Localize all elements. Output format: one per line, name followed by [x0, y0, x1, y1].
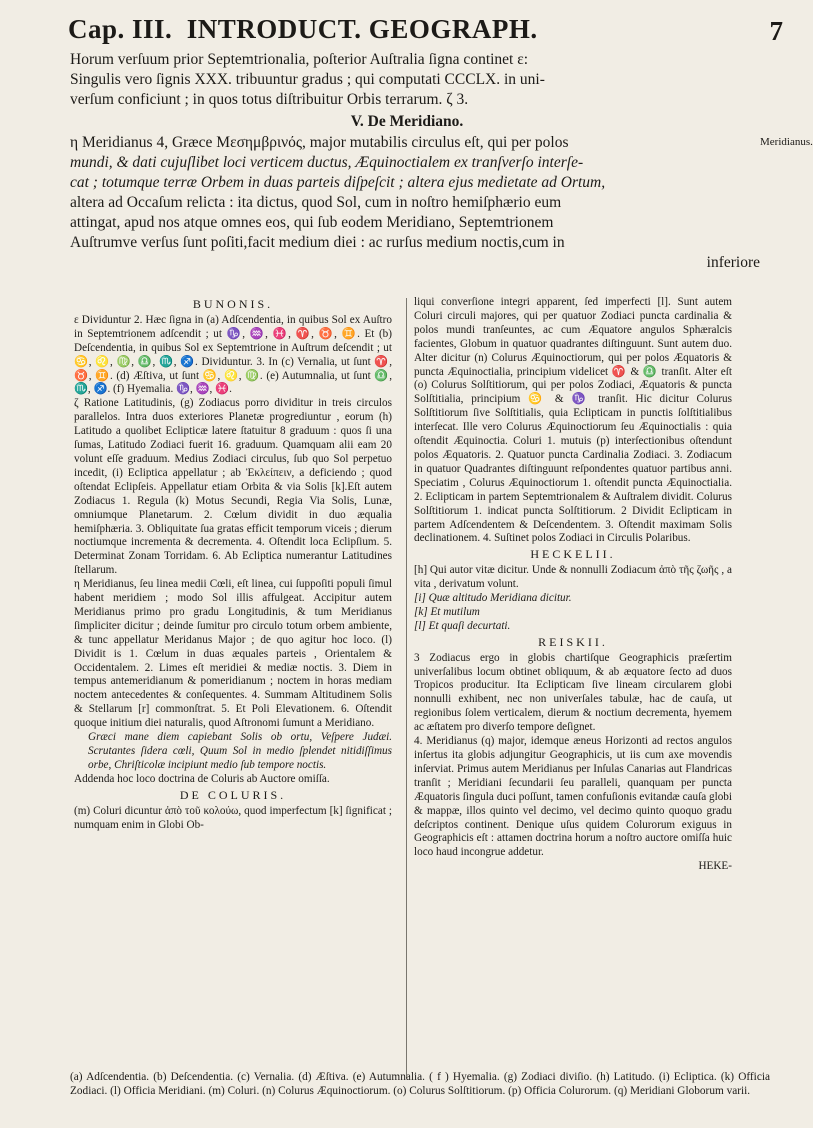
section-heading: V. De Meridiano. — [350, 113, 464, 130]
commentary-note: [i] Quæ altitudo Meridiana dicitur. — [414, 592, 572, 605]
commentary-paragraph: 3 Zodiacus ergo in globis chartiſque Geographicis præſertim univerſalibus locum obtinet obliquum, & ab æquatore ſecto ad duos Tropicos producitur. Ita Eclipticam ſive lineam circularem globi nonnulli exhibent, nec non univerſales tabulæ, hac de cauſa, ut regionibus ſolem verticalem, dierum & noctium decrementa, hyemem ac æſtatem pro diverſo tempore deſignet. — [414, 651, 732, 734]
page-number: 7 — [769, 16, 783, 46]
commentary-heading: DE COLURIS. — [179, 787, 287, 802]
commentary-paragraph: Addenda hoc loco doctrina de Coluris ab Auctore omiſſa. — [74, 772, 330, 785]
definition-line: η Meridianus 4, Græce Μεσημβρινός, major mutabilis circulus eſt, qui per polos — [70, 134, 569, 151]
commentary-heading: HECKELII. — [530, 547, 616, 562]
commentary-note: [l] Et quaſi decurtati. — [414, 619, 511, 632]
definition-paragraph — [70, 133, 760, 273]
definition-line: cat ; totumque terræ Orbem in duas parteis diſpeſcit ; altera ejus medietate ad Ortum, — [70, 174, 606, 191]
catchword-line: inferiore — [706, 254, 760, 271]
definition-line: attingat, apud nos atque omnes eos, qui ſub eodem Meridiano, Septemtrionem — [70, 214, 554, 231]
left-commentary-column — [74, 296, 392, 832]
commentary-paragraph: 4. Meridianus (q) major, idemque æneus Horizonti ad rectos angulos inſertus ita globis adjungitur Geographicis, ut iis cum axe movendis inſerviat. Primus autem Meridianus per Inſulas Canarias aut Flandricas tranſit ; Meridiani ſecundarii ſeu paralleli, quanquam per puncta Æquatoris ſingula duci poſſunt, tamen confuſionis evitandæ cauſa globi & mappæ, illos quinto vel decimo, vel decimo quinto quoquo gradu deſcriptos continent. Denique uſus quidem Colurorum exiguus in Geographicis eſt : attamen doctrina horum a noſtro auctore omiſſa huic loco haud incongrue addetur. — [414, 735, 732, 859]
running-header — [68, 14, 783, 48]
commentary-note: [h] Qui autor vitæ dicitur. Unde & nonnulli Zodiacum ἀπὸ τῆς ζωῆς , a vita , derivatum volunt. — [414, 564, 732, 591]
catchword: HEKE- — [698, 860, 732, 873]
commentary-paragraph: η Meridianus, ſeu linea medii Cœli, eſt linea, cui ſuppoſiti populi ſimul habent meridiem ; modo Sol illis affulgeat. Accipitur autem Meridianus primo pro gradu Longitudinis, & tum Meridianus ſimpliciter dicitur ; deinde ſumitur pro circulo totum orbem ambiente, & tunc appellatur Meridanus Major ; de quo agitur hoc loco. (l) Dividit is 1. Cœlum in duas æquales parteis , Orientalem & Occidentalem. 2. Limes eſt meridiei & mediæ noctis. 3. Diem in tempus antemeridianum & pomeridianum ; noctem in horas mediam noctem antecedentes & conſequentes. 4. Summam Altitudinem Solis & Stellarum [r] commonſtrat. 5. Et Poli Elevationem. 6. Oſtendit quoque initium diei naturalis, quod Aſtronomi ſumunt a Meridiano. — [74, 578, 392, 730]
marginal-footnotes: (a) Adſcendentia. (b) Deſcendentia. (c) Vernalia. (d) Æſtiva. (e) Autumnalia. ( f ) Hyemalia. (g) Zodiaci diviſio. (h) Latitudo. (i) Ecliptica. (k) Officia Zodiaci. (l) Officia Meridiani. (m) Coluri. (n) Colurus Æquinoctiorum. (o) Colurus Solſtitiorum. (p) Officia Colurorum. (q) Meridiani Globorum varii. — [70, 1071, 770, 1097]
commentary-paragraph: ζ Ratione Latitudinis, (g) Zodiacus porro dividitur in treis circulos parallelos. Intra duos exteriores Planetæ progrediuntur , eorum (h) Latitudo a quolibet Eclipticæ latere ſtatuitur 8 graduum : quos ſi una ſumas, Latitudo Zodiaci fuerit 16. graduum. Quamquam alii eam 20 volunt eſſe graduum. Medius Zodiaci circulus, ſub quo Sol perpetuo incedit, (i) Ecliptica appellatur ; ab Ἐκλείπειν, a deficiendo ; quod oſtendat Eclipſeis. Appellatur etiam Orbita & via Solis [k].Eſt autem Zodiacus 1. Regula (k) Motus Secundi, Regia Via Solis, Lunæ, omniumque Planetarum. 2. Cœlum dividit in duo æqualia hemiſphæria. 3. Obliquitate ſua gratas efficit temporum viceis ; dierum noctiumque incrementa & decrementa. 4. Oſtendit loca Eclipſium. 5. Determinat Zonam Torridam. 6. Ab Ecliptica numerantur Latitudines ſtellarum. — [74, 397, 392, 577]
commentary-note: [k] Et mutilum — [414, 605, 480, 618]
intro-line: verſum conficiunt ; in quos totus diſtribuitur Orbis terrarum. ζ 3. — [70, 91, 469, 108]
intro-line: Singulis vero ſignis XXX. tribuuntur gradus ; qui computati CCCLX. in uni- — [70, 71, 545, 88]
right-commentary-column — [414, 296, 732, 874]
commentary-paragraph: ε Dividuntur 2. Hæc ſigna in (a) Adſcendentia, in quibus Sol ex Auſtro in Septemtrionem adſcendit ; ut ♑, ♒, ♓, ♈, ♉, ♊. Et (b) Deſcendentia, in quibus Sol ex Septemtrione in Auſtrum deſcendit ; ut ♋, ♌, ♍, ♎, ♏, ♐. Dividuntur. 3. In (c) Vernalia, ut ſunt ♈, ♉, ♊. (d) Æſtiva, ut ſunt ♋, ♌, ♍. (e) Autumnalia, ut ſunt ♎, ♏, ♐. (f) Hyemalia. ♑, ♒, ♓. — [74, 313, 392, 396]
commentary-paragraph: liqui converſione integri apparent, ſed imperfecti [l]. Sunt autem Coluri circuli majores, qui per quatuor Zodiaci puncta cardinalia & polos mundi tranſeuntes, ac cum Æquatore angulos Sphæralcis facientes, Globum in quatuor quadrantes diſtinguunt. Sunt autem duo. Alter dicitur (n) Colurus Æquinoctiorum, qui per polos Æquatoris & puncta Æquinoctialia, principium videlicet ♈ & ♎ tranſit. Alter eſt (o) Colurus Solſtitiorum, qui per polos Zodiaci, Æquatoris & puncta Solſtitialia, principium ♋ & ♑ tranſit. Hic dicitur Colurus Solſtitiorum ſive Solſtitialis, quia Eclipticam in punctis ſolſtitialibus interſecat. Ille vero Colurus Æquinoctiorum ſeu Æquinoctialis : quia oſtendit Æquinoctia. Coluri 1. mutuis (p) interſectionibus oſtendunt polos Æquatoris. 2. Quatuor puncta Cardinalia Zodiaci. 3. Zodiacum in quatuor Quadrantes diſtinguunt reſpondentes quatuor partibus anni. Speciatim , Colurus Æquinoctiorum 1. oſtendit puncta Æquinoctialia. 2. Eclipticam in partem Septemtrionalem & Auſtralem dividit. Colurus Solſtitiorum 1. indicat puncta Solſtitiorum. 2 Dividit Eclipticam in partem Adſcendentem & Deſcendentem. 3. Oſtendit maximam Solis declinationem. 4. Suſtinet polos Zodiaci in Circulis Polaribus. — [414, 296, 732, 545]
chapter-title: Cap. III. INTRODUCT. GEOGRAPH. — [68, 14, 538, 44]
intro-line: Horum verſuum prior Septemtrionalia, poſterior Auſtralia ſigna continet ε: — [70, 51, 529, 68]
commentary-heading: REISKII. — [538, 634, 608, 649]
definition-line: Auſtrumve verſus ſunt poſiti,facit medium diei : ac rurſus medium noctis,cum in — [70, 234, 565, 251]
definition-line: mundi, & dati cujuſlibet loci verticem ductus, Æquinoctialem ex tranſverſo interſe- — [70, 154, 584, 171]
intro-paragraph — [70, 50, 760, 110]
verse-quotation: Græci mane diem capiebant Solis ob ortu, Veſpere Judæi. Scrutantes ſidera cœli, Quum Sol in medio ſplendet nitidiſſimus orbe, Chriſticolæ incipiunt medio ſub tempore noctis. — [88, 731, 392, 771]
column-divider — [406, 298, 407, 1078]
commentary-paragraph: (m) Coluri dicuntur ἀπὸ τοῦ κολούω, quod imperfectum [k] ſignificat ; numquam enim in Globi Ob- — [74, 804, 392, 831]
definition-line: altera ad Occaſum relicta : ita dictus, quod Sol, cum in noſtro hemiſphærio eum — [70, 194, 562, 211]
margin-note: Meridianus. — [760, 136, 813, 148]
commentary-heading: BUNONIS. — [192, 297, 274, 311]
